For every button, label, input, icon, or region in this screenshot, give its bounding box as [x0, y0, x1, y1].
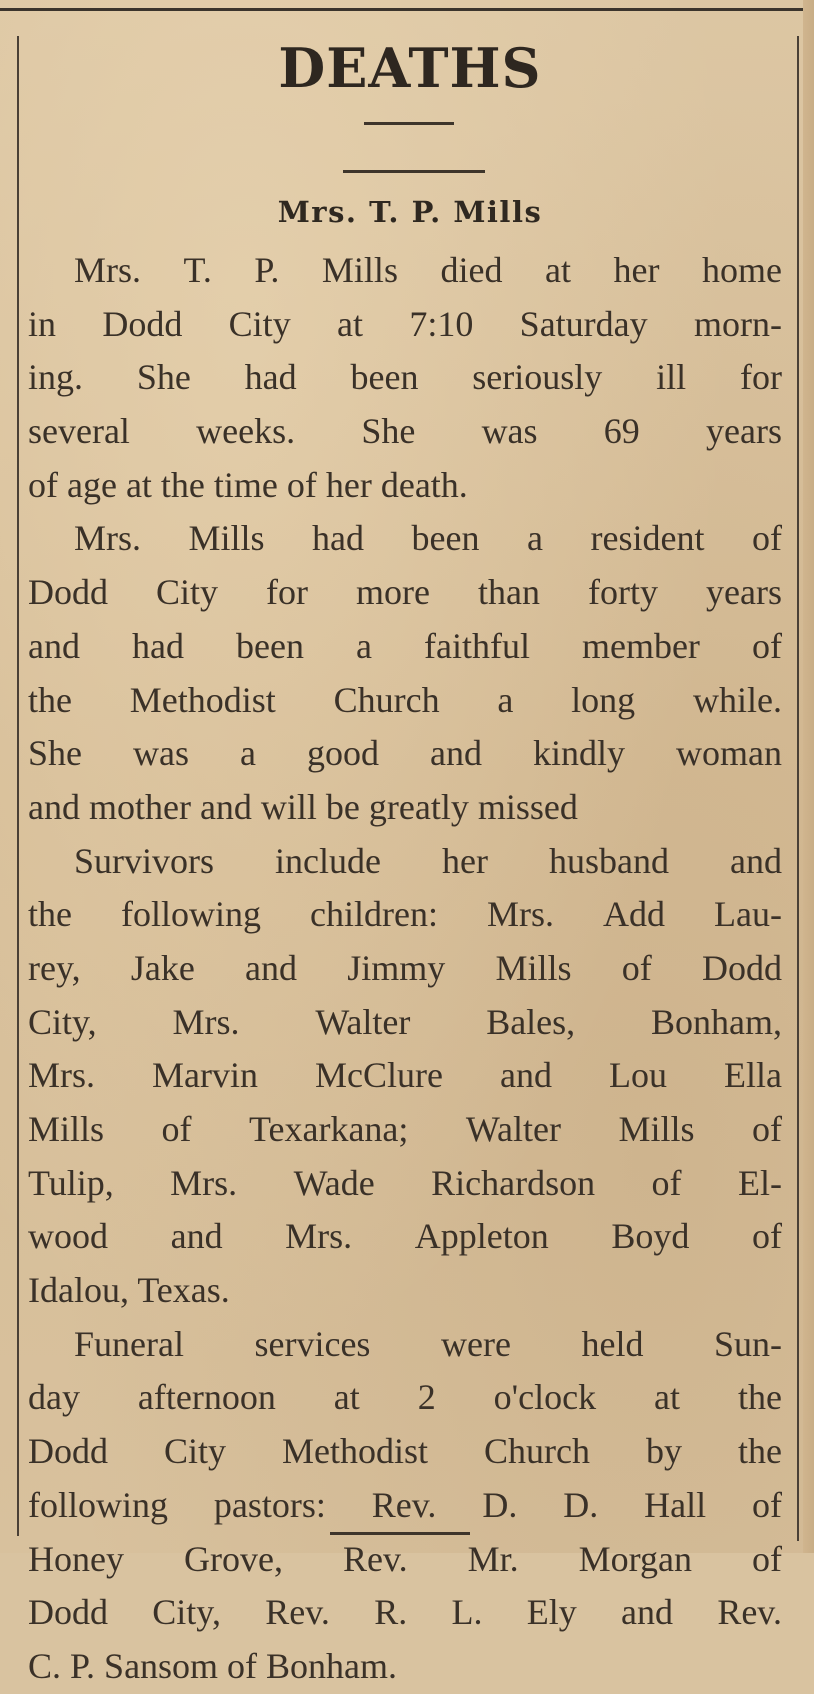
- adjacent-column-edge: [803, 0, 814, 1553]
- section-heading: DEATHS: [278, 36, 542, 100]
- text-line: several weeks. She was 69 years: [28, 411, 782, 452]
- end-divider: [330, 1532, 470, 1535]
- text-line: of age at the time of her death.: [28, 464, 468, 505]
- text-line: the following children: Mrs. Add Lau-: [28, 894, 782, 935]
- text-line: Dodd City Methodist Church by the: [28, 1431, 782, 1472]
- text-line: Mrs. Marvin McClure and Lou Ella: [28, 1055, 782, 1096]
- text-line: Idalou, Texas.: [28, 1270, 230, 1311]
- text-line: ing. She had been seriously ill for: [28, 357, 782, 398]
- text-line: C. P. Sansom of Bonham.: [28, 1645, 398, 1686]
- text-line: in Dodd City at 7:10 Saturday morn-: [28, 303, 782, 344]
- text-line: rey, Jake and Jimmy Mills of Dodd: [28, 947, 782, 988]
- column-rule-right: [797, 36, 799, 1541]
- text-line: Mrs. Mills had been a resident of: [74, 518, 782, 559]
- text-line: the Methodist Church a long while.: [28, 679, 782, 720]
- text-line: wood and Mrs. Appleton Boyd of: [28, 1216, 782, 1257]
- text-line: Survivors include her husband and: [74, 840, 782, 881]
- text-line: Funeral services were held Sun-: [74, 1323, 782, 1364]
- text-line: Honey Grove, Rev. Mr. Morgan of: [28, 1538, 782, 1579]
- text-line: City, Mrs. Walter Bales, Bonham,: [28, 1001, 782, 1042]
- text-line: and had been a faithful member of: [28, 625, 782, 666]
- obituary-title: Mrs. T. P. Mills: [277, 195, 543, 229]
- text-line: Dodd City for more than forty years: [28, 572, 782, 613]
- text-line: Mills of Texarkana; Walter Mills of: [28, 1109, 782, 1149]
- text-line: Dodd City, Rev. R. L. Ely and Rev.: [28, 1592, 782, 1633]
- text-line: and mother and will be greatly missed: [28, 786, 578, 827]
- text-line: Mrs. T. P. Mills died at her home: [74, 250, 782, 290]
- text-line: day afternoon at 2 o'clock at the: [28, 1377, 782, 1418]
- text-line: Tulip, Mrs. Wade Richardson of El-: [28, 1162, 782, 1203]
- heading-divider-long: [343, 170, 485, 173]
- top-rule: [0, 8, 814, 11]
- text-line: following pastors: Rev. D. D. Hall of: [28, 1484, 782, 1525]
- text-line: She was a good and kindly woman: [28, 733, 782, 774]
- heading-divider-short: [364, 122, 454, 125]
- obituary-body: [28, 244, 782, 1694]
- column-rule-left: [17, 36, 19, 1536]
